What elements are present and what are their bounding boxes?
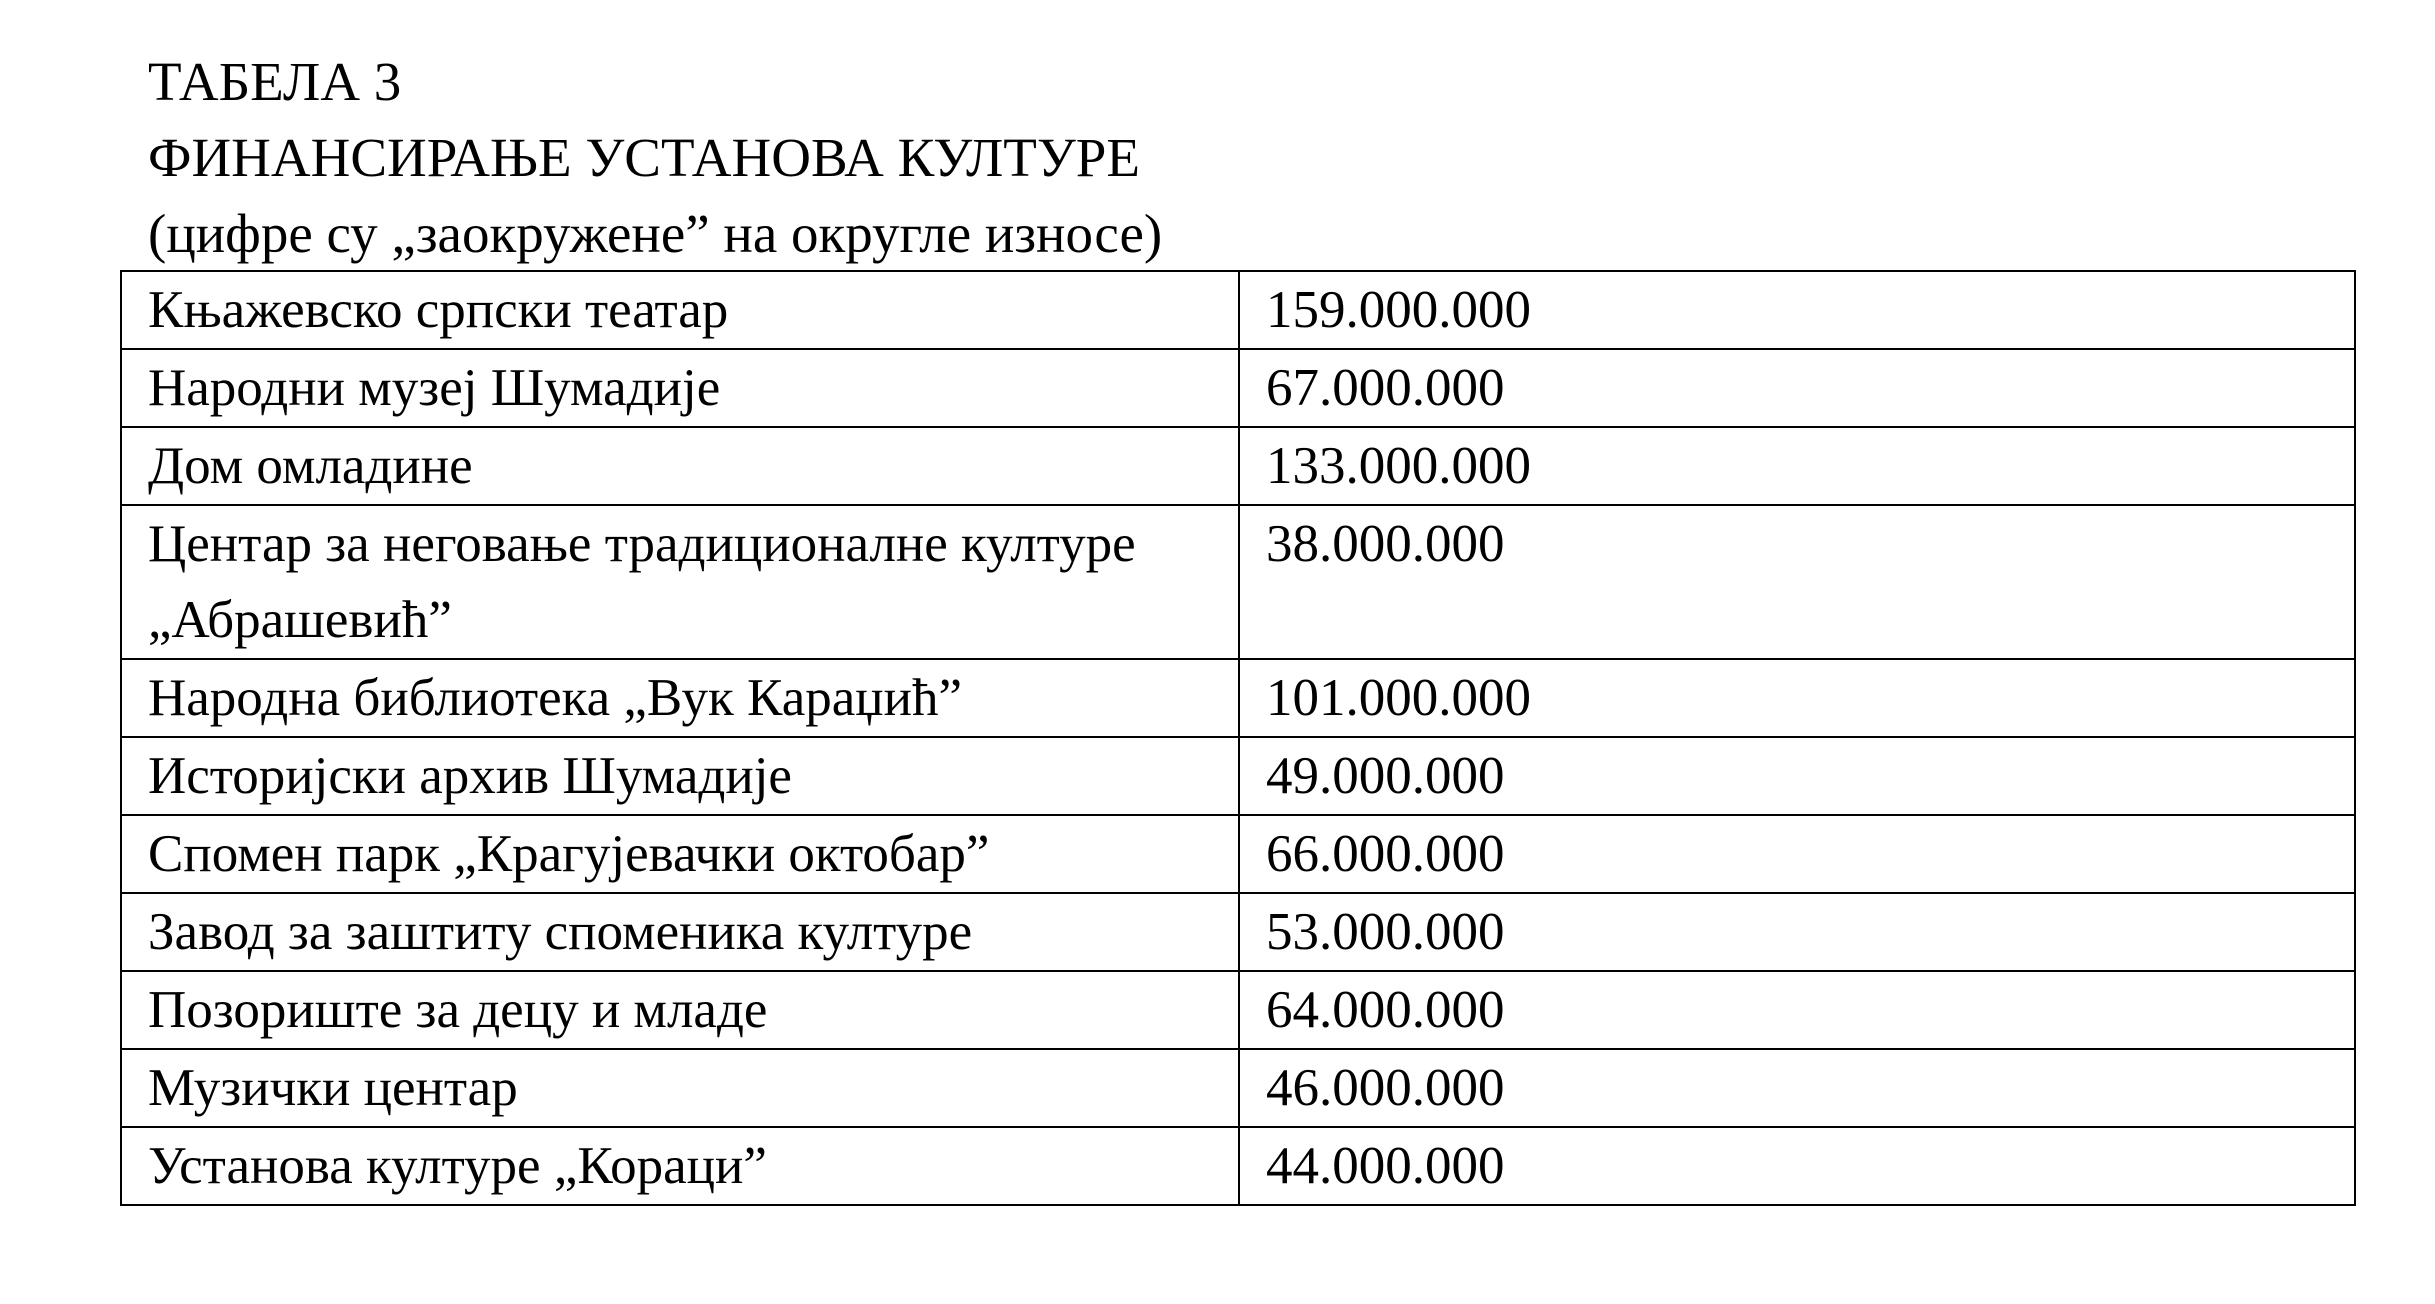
table-label: ТАБЕЛА 3	[148, 51, 402, 112]
institution-name	[121, 971, 1239, 1049]
table-row	[121, 1049, 2355, 1127]
institution-name-line: Установа културе „Кораци”	[148, 1137, 767, 1195]
funding-amount: 66.000.000	[1239, 815, 2355, 893]
institution-name-line: Центар за неговање традиционалне културе	[148, 515, 1136, 573]
institution-name-line: Историјски архив Шумадије	[148, 747, 792, 805]
table-row	[121, 505, 2355, 659]
table-row	[121, 893, 2355, 971]
table-note: (цифре су „заокружене” на округле износе)	[148, 203, 1163, 264]
institution-name-line: Народна библиотека „Вук Караџић”	[148, 669, 962, 727]
institution-name	[121, 505, 1239, 659]
institution-name	[121, 1127, 1239, 1205]
funding-amount: 46.000.000	[1239, 1049, 2355, 1127]
institution-name	[121, 815, 1239, 893]
table-row	[121, 737, 2355, 815]
institution-name-line: Спомен парк „Крагујевачки октобар”	[148, 825, 990, 883]
table-title: ФИНАНСИРАЊЕ УСТАНОВА КУЛТУРЕ	[148, 127, 1140, 188]
table-row	[121, 815, 2355, 893]
table-row	[121, 271, 2355, 349]
table-row	[121, 659, 2355, 737]
institution-name-line: Завод за заштиту споменика културе	[148, 903, 973, 961]
funding-amount: 159.000.000	[1239, 271, 2355, 349]
institution-name	[121, 893, 1239, 971]
table-row	[121, 427, 2355, 505]
funding-amount: 38.000.000	[1239, 505, 2355, 659]
institution-name	[121, 349, 1239, 427]
institution-name	[121, 1049, 1239, 1127]
table-row	[121, 1127, 2355, 1205]
institution-name	[121, 271, 1239, 349]
institution-name	[121, 659, 1239, 737]
institution-name-line: Народни музеј Шумадије	[148, 359, 721, 417]
institution-name	[121, 737, 1239, 815]
funding-amount: 133.000.000	[1239, 427, 2355, 505]
funding-amount: 44.000.000	[1239, 1127, 2355, 1205]
institution-name-line: „Абрашевић”	[148, 591, 452, 649]
table-row	[121, 971, 2355, 1049]
funding-amount: 53.000.000	[1239, 893, 2355, 971]
institution-name-line: Позориште за децу и младе	[148, 981, 768, 1039]
table-heading	[148, 44, 2148, 272]
funding-amount: 67.000.000	[1239, 349, 2355, 427]
funding-amount: 101.000.000	[1239, 659, 2355, 737]
funding-amount: 49.000.000	[1239, 737, 2355, 815]
institution-name-line: Музички центар	[148, 1059, 518, 1117]
funding-table	[120, 270, 2356, 1206]
institution-name-line: Књажевско српски театар	[148, 281, 729, 339]
table-row	[121, 349, 2355, 427]
institution-name-line: Дом омладине	[148, 437, 473, 495]
institution-name	[121, 427, 1239, 505]
funding-amount: 64.000.000	[1239, 971, 2355, 1049]
